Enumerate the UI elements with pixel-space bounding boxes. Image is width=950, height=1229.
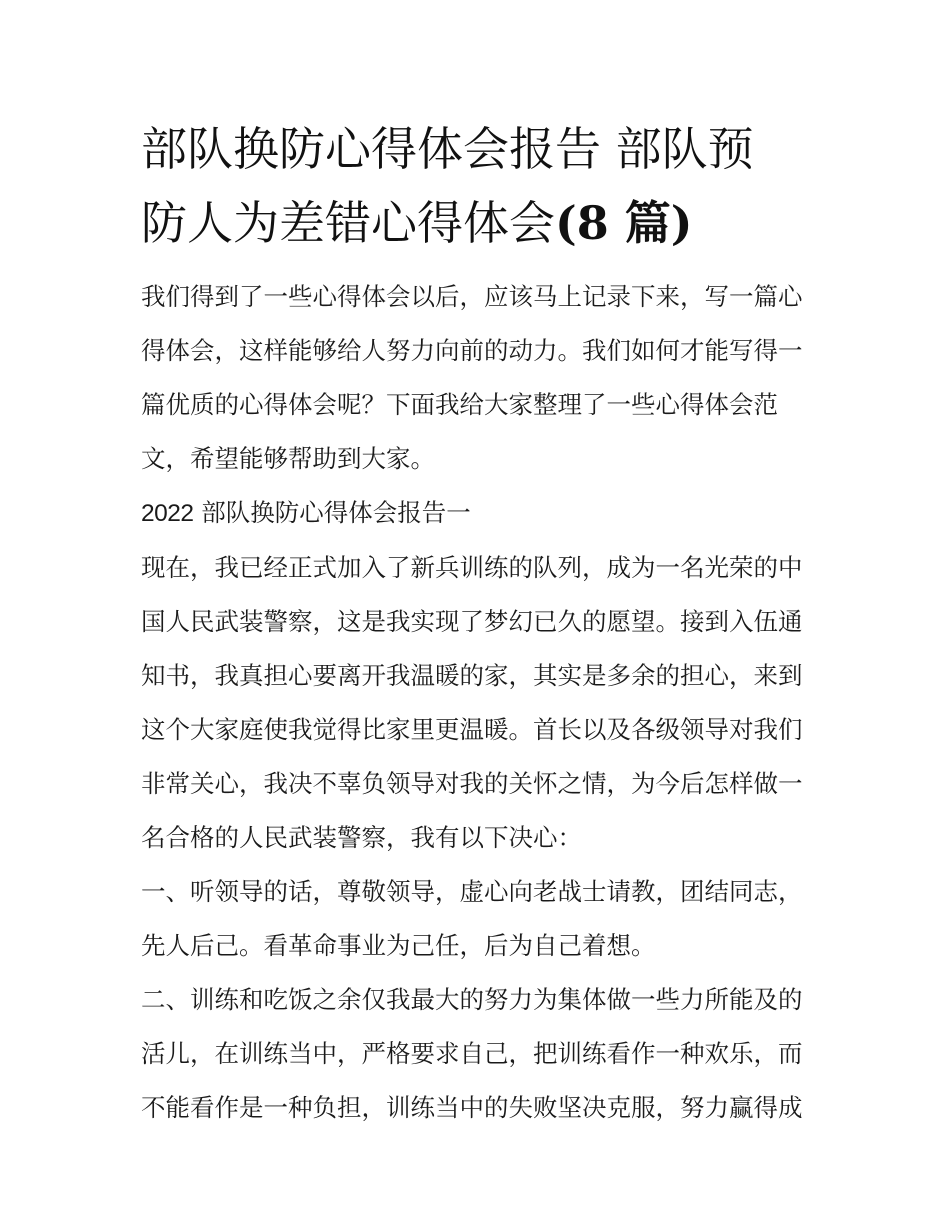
body-line: 名合格的人民武装警察，我有以下决心：	[141, 823, 582, 852]
intro-line: 得体会，这样能够给人努力向前的动力。我们如何才能写得一	[141, 336, 803, 365]
body-line: 国人民武装警察，这是我实现了梦幻已久的愿望。接到入伍通	[141, 607, 803, 636]
intro-paragraph	[141, 270, 821, 486]
body-line: 先人后己。看革命事业为己任，后为自己着想。	[141, 931, 656, 960]
intro-line: 篇优质的心得体会呢？下面我给大家整理了一些心得体会范	[141, 390, 778, 419]
body-line: 现在，我已经正式加入了新兵训练的队列，成为一名光荣的中	[141, 553, 803, 582]
section-year: 2022	[141, 500, 194, 527]
body-line: 一、听领导的话，尊敬领导，虚心向老战士请教，团结同志，	[141, 877, 803, 906]
intro-line: 我们得到了一些心得体会以后，应该马上记录下来，写一篇心	[141, 282, 803, 311]
title-unit: 篇)	[608, 196, 693, 250]
title-line-2-text: 防人为差错心得体会	[141, 196, 555, 250]
body-line: 二、训练和吃饭之余仅我最大的努力为集体做一些力所能及的	[141, 985, 803, 1014]
document-page	[141, 112, 821, 1135]
body-line: 知书，我真担心要离开我温暖的家，其实是多余的担心，来到	[141, 661, 803, 690]
section-heading	[141, 486, 821, 541]
body-paragraph	[141, 541, 821, 1135]
body-line: 这个大家庭使我觉得比家里更温暖。首长以及各级领导对我们	[141, 715, 803, 744]
title-line-1: 部队换防心得体会报告 部队预	[141, 122, 754, 176]
title-line-2	[141, 186, 821, 260]
document-title	[141, 112, 821, 260]
section-heading-text: 部队换防心得体会报告一	[193, 498, 471, 527]
body-line: 活儿，在训练当中，严格要求自己，把训练看作一种欢乐，而	[141, 1039, 803, 1068]
intro-line: 文，希望能够帮助到大家。	[141, 444, 435, 473]
body-line: 不能看作是一种负担，训练当中的失败坚决克服，努力赢得成	[141, 1093, 803, 1122]
title-count: (8	[555, 196, 609, 250]
body-line: 非常关心，我决不辜负领导对我的关怀之情，为今后怎样做一	[141, 769, 803, 798]
